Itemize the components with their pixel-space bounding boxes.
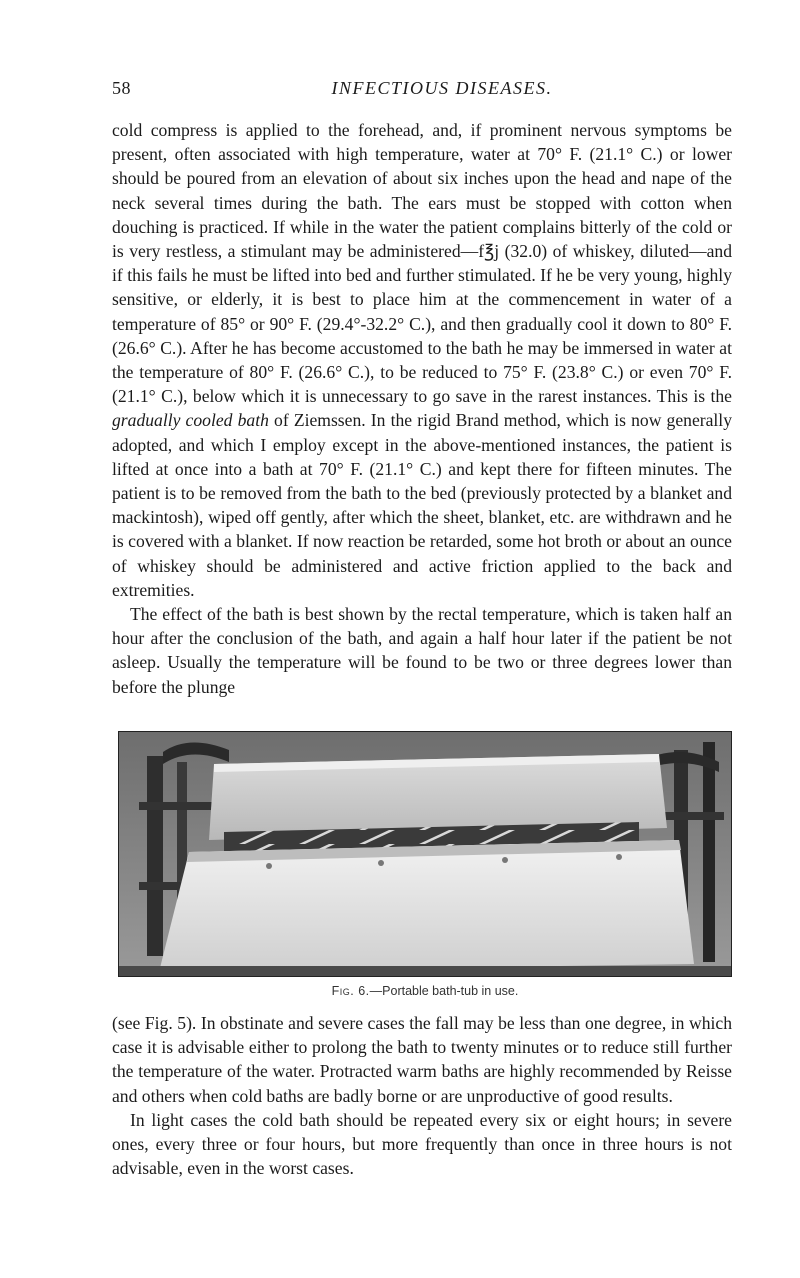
running-head: INFECTIOUS DISEASES. — [331, 78, 553, 98]
figure-caption — [118, 984, 732, 998]
page-number: 58 — [112, 78, 131, 98]
paragraph-text-part: cold compress is applied to the forehead, and, if prominent nervous symptoms be present, often associated with high temperature, water at 70° F. (21.1° C.) or lower should be poured from an elevation of about six inches upon the head and nape of the neck several times during the bath. The ears must be stopped with cotton when douching is practiced. If while in the water the patient complains bitterly of the cold or is very restless, a stimulant may be administered—f℥j (32.0) of whiskey, diluted—and if this fails he must be lifted into bed and further stimulated. If he be very young, highly sensitive, or elderly, it is best to place him at the commencement in water of a temperature of 85° or 90° F. (29.4°-32.2° C.), and then gradually cool it down to 80° F. (26.6° C.). After he has become accustomed to the bath he may be immersed in water at the temperature of 80° F. (26.6° C.), to be reduced to 75° F. (23.8° C.) or even 70° F. (21.1° C.), below which it is unnecessary to go save in the rarest instances. This is the — [112, 120, 732, 407]
page-header — [112, 78, 732, 108]
paragraph-text-part: of Ziemssen. In the rigid Brand method, which is now generally adopted, and which I employ except in the above-mentioned instances, the patient is lifted at once into a bath at 70° F. (21.1° C.) and kept there for fifteen minutes. The patient is to be removed from the bath to the bed (previously protected by a blanket and mackintosh), wiped off gently, after which the sheet, blanket, etc. are withdrawn and he is covered with a blanket. If now reaction be retarded, some hot broth or about an ounce of whiskey should be administered and active friction applied to the back and extremities. — [112, 410, 732, 600]
figure-caption-text: —Portable bath-tub in use. — [369, 984, 519, 998]
figure-label: Fig. 6. — [331, 984, 370, 998]
paragraph-obstinate-cases: (see Fig. 5). In obstinate and severe cases the fall may be less than one degree, in which case it is advisable either to prolong the bath to twenty minutes or to reduce still further the temperature of the water. Protracted warm baths are highly recommended by Reisse and others when cold baths are badly borne or are unproductive of good results. — [112, 1013, 732, 1106]
body-text-top — [112, 118, 732, 699]
paragraph-light-cases: In light cases the cold bath should be repeated every six or eight hours; in severe ones, every three or four hours, but more frequently than once in three hours is not advisable, even in the worst cases. — [112, 1109, 732, 1179]
italic-term: gradually cooled bath — [112, 410, 269, 431]
body-text-bottom — [112, 1011, 732, 1180]
paragraph-bath-procedure — [112, 118, 732, 602]
paragraph-bath-effect: The effect of the bath is best shown by the rectal temperature, which is taken half an hour after the conclusion of the bath, and again a half hour later if the patient be not asleep. Usually the temperature will be found to be two or three degrees lower than before the plunge — [112, 604, 732, 697]
bath-tub-illustration — [119, 732, 732, 977]
figure-bath-tub-photo — [118, 731, 732, 977]
